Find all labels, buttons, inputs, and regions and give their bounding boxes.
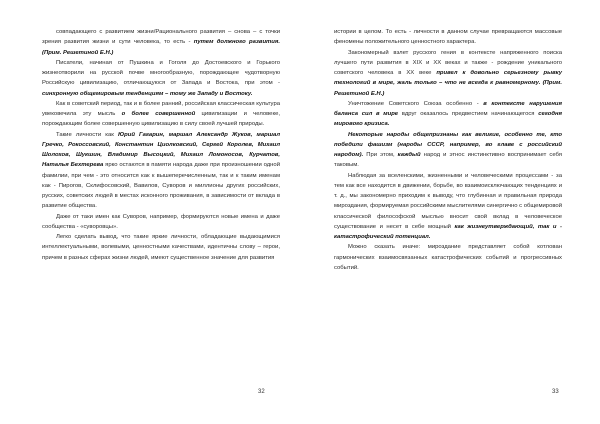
text-run: цивилизации и человеке, порождающим более совершенную цивилизацию в силу своей лучшей природы. bbox=[42, 111, 280, 128]
text-run: Писатели, начиная от Пушкина и Гоголя до Достоевского и Горького жизнеотворили на русской почве многообразную, порождающее чудотворную Российскую цивилизацию, отличающуюся от Запада и Востока, при этом - bbox=[42, 59, 280, 87]
paragraph bbox=[334, 171, 562, 243]
right-page bbox=[300, 0, 600, 424]
text-run: Закономерный взлет русского гения в контексте напряженного поиска лучшего пути развития в XIX и XX веках и также - рождение уникального советского человека в XX веке bbox=[334, 49, 562, 76]
paragraph bbox=[42, 130, 280, 212]
text-run: Такие личности как bbox=[56, 131, 118, 138]
emphasis-text: как жизнеутверждающий, так и - катастрофический потенциал. bbox=[334, 223, 562, 240]
paragraph bbox=[334, 27, 562, 48]
text-run: Уничтожение Советского Союза особенно - bbox=[348, 100, 484, 107]
emphasis-text: Некоторые народы общепризнаны как великие, особенно те, кто победили фашизм (народы СССР, например, во главе с российский народом). bbox=[334, 131, 562, 158]
paragraph bbox=[42, 212, 280, 233]
text-run: Наблюдая за вселенскими, жизненными и человеческими процессами - за тем как все находится в движении, борьбе, во взаимоисключающих тенденциях и т. д., мы закономерно приходим к выводу, что глубинная и правильная природа мироздания, формируемая российскими мыслителями синергично с общемировой классической философской мыслью вносит свой вклад в человеческое существование и несет в себе мощный bbox=[334, 172, 562, 230]
text-run: При этом, bbox=[363, 152, 398, 158]
emphasis-text: о более совершенной bbox=[121, 111, 196, 117]
emphasis-text: привел к довольно серьезному рывку технологий в мире, жаль только – что не всегда к равномерному. (Прим. Решетиной Е.Н.) bbox=[334, 70, 562, 97]
right-page-body bbox=[334, 27, 562, 273]
paragraph bbox=[42, 232, 280, 263]
emphasis-text: сегодня мирового кризиса. bbox=[334, 111, 563, 128]
paragraph bbox=[42, 27, 280, 58]
text-run: народ и этнос инстинктивно воспринимает себя таковым. bbox=[334, 152, 562, 169]
text-run: Как в советский период, так и в более ранний, российская классическая культура увековечила эту мысль bbox=[42, 100, 280, 117]
text-run: вдруг оказалось предвестием начинающегося bbox=[398, 111, 539, 117]
page-number-right: 33 bbox=[552, 389, 559, 395]
paragraph bbox=[334, 242, 562, 273]
paragraph bbox=[42, 99, 280, 130]
paragraph bbox=[334, 48, 562, 99]
text-run: истории в целом. То есть - личности в данном случае превращаются массовые феномены положительного ценностного характера. bbox=[334, 29, 562, 46]
emphasis-text: в контексте нарушения баланса сил в мире bbox=[334, 100, 562, 117]
left-page-body bbox=[42, 27, 280, 263]
text-run: совпадающего с развитием жизни/Рационального развития – снова – с точки зрения развития жизни и сути человека, то есть - bbox=[42, 29, 280, 46]
emphasis-text: каждый bbox=[397, 152, 421, 158]
text-run: Легко сделать вывод, что такие яркие личности, обладающие выдающимися интеллектуальными, волевыми, ценностными качествами, идентичны слову – герои, причем в разных сферах жизни людей, имеют существенное значение для развития bbox=[42, 234, 280, 261]
paragraph bbox=[334, 130, 562, 171]
text-run: Можно сказать иначе: мироздание представляет собой котлован гармонических взаимосвязанных катастрофических событий и прогрессивных событий. bbox=[334, 244, 562, 271]
emphasis-text: Юрий Гагарин, маршал Александр Жуков, маршал Гречко, Рокоссовский, Константин Циолковский, Сергей Королев, Михаил Шолохов, Шукшин, Владимир Высоцкий, Михаил Ломоносов, Курчатов, Наталья Бехтерева bbox=[42, 131, 280, 169]
emphasis-text: синхронную общемировым тенденциям – тому же Западу и Востоку. bbox=[42, 90, 253, 97]
text-run: ярко остаются в памяти народа даже при произношении одной фамилии, при чем - это относится как к вышеперечисленным, так и к таким именам как - Пирогов, Склифосовский, Вавилов, Суворов и миллионы других российских, русских, советских людей в местах исконного проживания, в зависимости от вклада в развитие общества. bbox=[42, 162, 280, 210]
paragraph bbox=[334, 99, 562, 130]
page-number-left: 32 bbox=[258, 389, 265, 395]
text-run: Даже от таки имен как Суворов, например, формируются новые имена и даже сообщества - «суворовцы». bbox=[42, 213, 280, 230]
paragraph bbox=[42, 58, 280, 99]
emphasis-text: путем должного развития. (Прим. Решетиной Е.Н.) bbox=[42, 39, 280, 56]
